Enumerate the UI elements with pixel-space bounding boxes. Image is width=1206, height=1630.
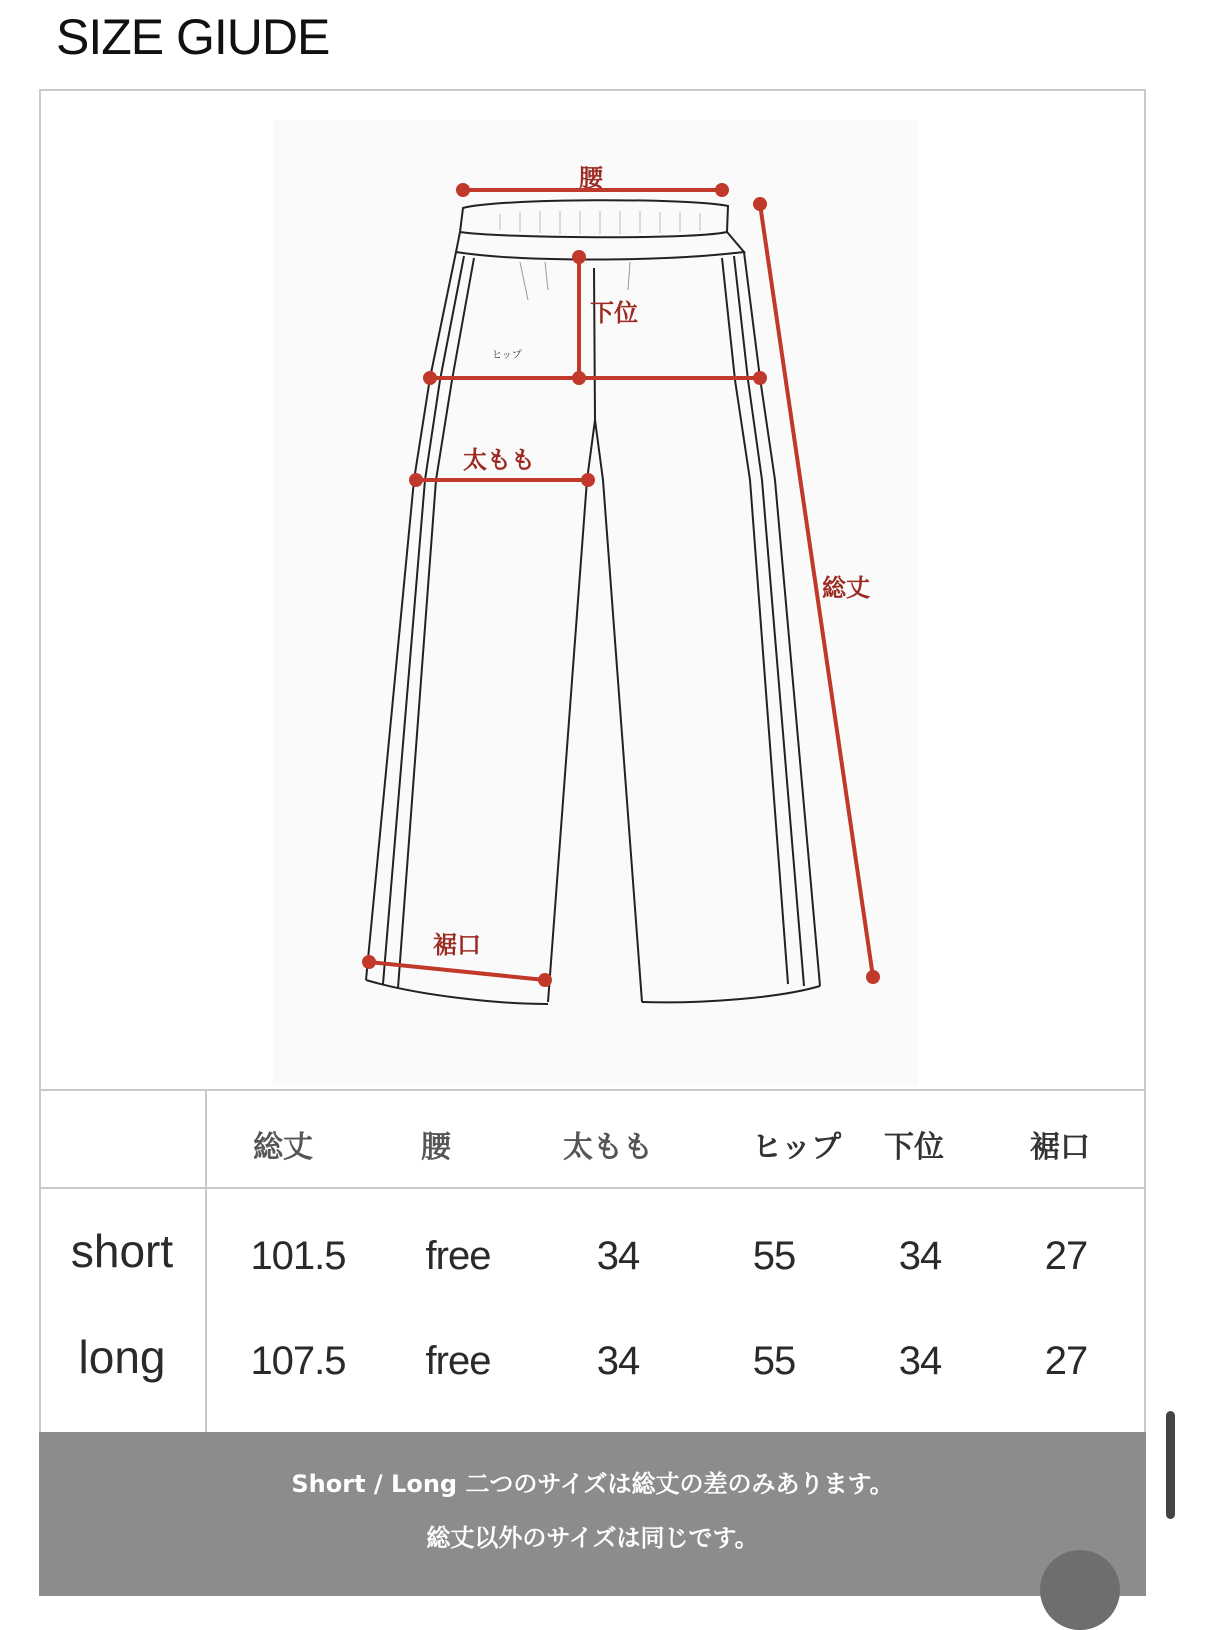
table-cell: 107.5 [250,1339,346,1383]
header-length: 総丈 [253,1130,313,1165]
table-cell: 27 [1044,1234,1088,1278]
floating-button[interactable] [1040,1550,1120,1630]
scrollbar[interactable] [1166,1411,1175,1519]
footer-note [39,1432,1146,1596]
table-cell: 101.5 [250,1234,346,1278]
hem-label: 裾口 [433,931,481,959]
table-cell: free [425,1234,491,1278]
table-cell: 34 [596,1234,640,1278]
table-cell: 34 [898,1234,942,1278]
thigh-label: 太もも [463,446,535,474]
table-cell: free [425,1339,491,1383]
table-cell: 34 [898,1339,942,1383]
footer-line-1: Short / Long 二つのサイズは総丈の差のみあります。 [291,1470,894,1498]
header-hip: ヒップ [752,1130,842,1165]
footer-line-2: 総丈以外のサイズは同じです。 [426,1524,759,1552]
table-cell: 27 [1044,1339,1088,1383]
table-cell: 55 [752,1234,796,1278]
table-label-divider [205,1089,207,1432]
header-rise: 下位 [884,1130,944,1165]
length-label: 総丈 [822,574,870,602]
page-title: SIZE GIUDE [56,9,330,65]
header-hem: 裾口 [1030,1130,1090,1165]
waist-label: 腰 [579,164,603,192]
hip-label: ヒップ [492,350,522,361]
row-label-long: long [78,1331,166,1383]
header-thigh: 太もも [563,1130,653,1165]
rise-label: 下位 [590,299,638,327]
table-cell: 55 [752,1339,796,1383]
table-cell: 34 [596,1339,640,1383]
header-waist: 腰 [421,1130,451,1165]
row-label-short: short [70,1225,174,1277]
